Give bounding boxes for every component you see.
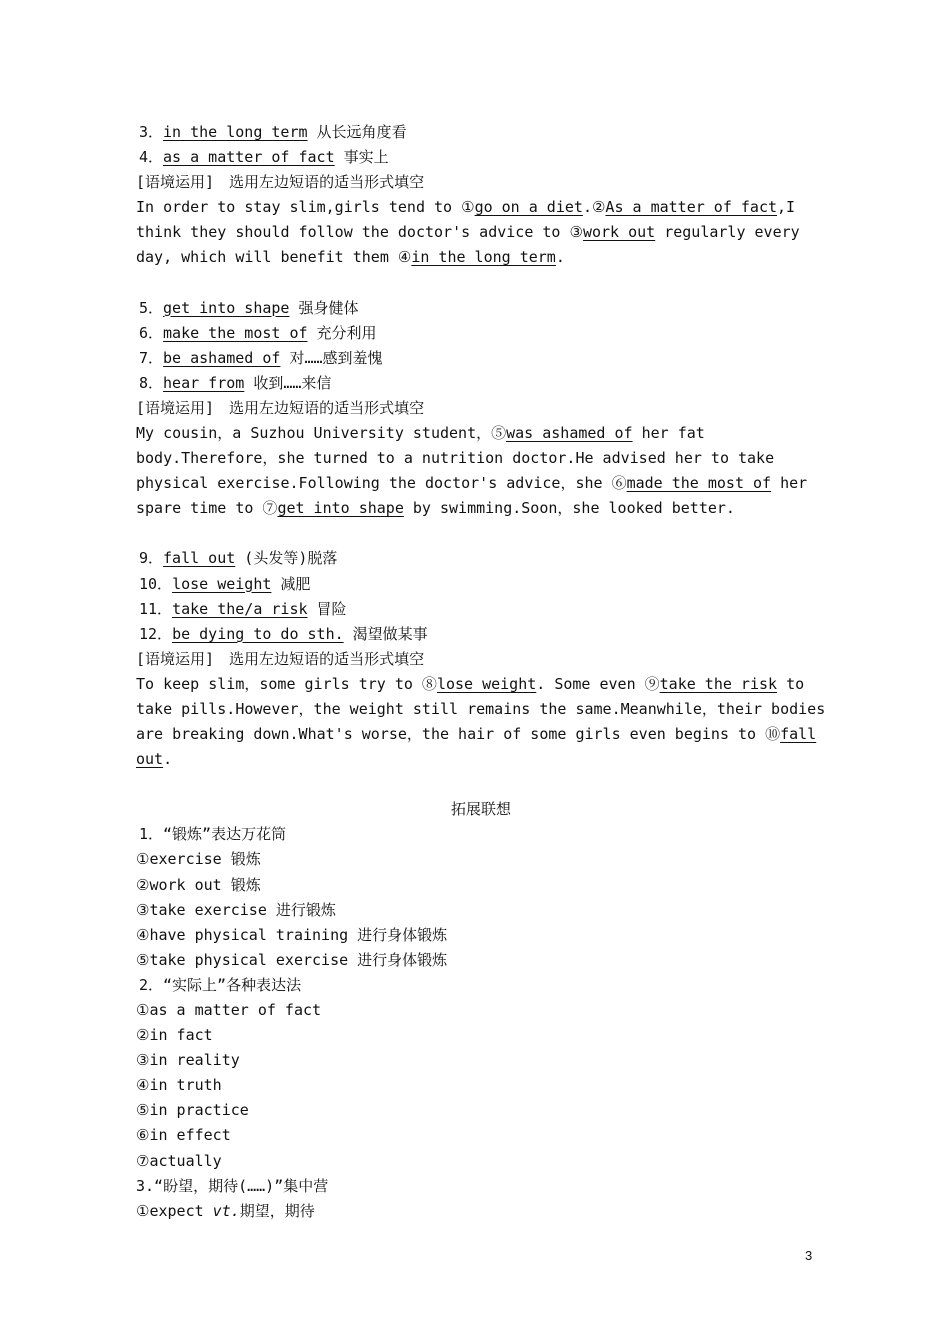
list-item: ②in fact	[136, 1026, 213, 1045]
passage-b-body: body.Therefore，she turned to a nutrition doctor.He advised her to take physical exercise.Following the doctor's advice，she ⑥made the most of her spare time to ⑦get into shape by swimming.Soon，she looked better.	[136, 449, 808, 518]
phrase-answer: fall out	[163, 549, 236, 568]
phrase-item: 4．as a matter of fact 事实上	[139, 148, 389, 167]
phrase-item: 3．in the long term 从长远角度看	[139, 123, 407, 141]
list-item: ①expect vt.期望，期待	[136, 1201, 315, 1220]
phrase-item: 6．make the most of 充分利用	[139, 323, 377, 342]
list-item: ⑤in practice	[136, 1101, 249, 1120]
phrase-answer: as a matter of fact	[163, 148, 335, 167]
passage-c: To keep slim，some girls try to ⑧lose weight. Some even ⑨take the risk to take pills.However，the weight still remains the same.Meanwhile，their bodies are breaking down.What's worse，the hair of some girls even begins to ⑩fall out.	[136, 674, 826, 769]
phrase-answer: in the long term	[163, 123, 308, 141]
blank-answer: lose weight	[436, 674, 537, 693]
phrase-item: 7．be ashamed of 对……感到羞愧	[139, 348, 383, 367]
context-label: [语境运用] 选用左边短语的适当形式填空	[136, 173, 425, 192]
spacer	[136, 521, 826, 546]
phrase-answer: hear from	[163, 373, 245, 392]
blank-answer: go on a diet	[474, 198, 583, 217]
list-item: ⑦actually	[136, 1151, 222, 1170]
spacer	[136, 772, 826, 797]
list-item: ④have physical training 进行身体锻炼	[136, 925, 448, 944]
group-title: 3.“盼望，期待(……)”集中营	[136, 1176, 329, 1195]
phrase-answer: be dying to do sth.	[172, 624, 344, 643]
part-of-speech: vt.	[212, 1201, 240, 1220]
page-number: 3	[805, 1248, 813, 1263]
phrase-item: 12．be dying to do sth. 渴望做某事	[139, 624, 428, 643]
blank-answer: work out	[582, 223, 656, 242]
list-item: ④in truth	[136, 1076, 222, 1095]
phrase-item: 5．get into shape 强身健体	[139, 298, 359, 317]
blank-answer: fall out	[136, 725, 817, 769]
blank-answer: get into shape	[277, 499, 404, 518]
phrase-answer: be ashamed of	[163, 348, 281, 367]
context-label: [语境运用] 选用左边短语的适当形式填空	[136, 398, 425, 417]
phrase-item: 9．fall out (头发等)脱落	[139, 549, 338, 568]
passage-b-line1: My cousin，a Suzhou University student，⑤was ashamed of her fat	[136, 424, 705, 443]
list-item: ③take exercise 进行锻炼	[136, 900, 336, 919]
phrase-answer: lose weight	[172, 574, 272, 593]
blank-answer: made the most of	[626, 474, 772, 493]
section-heading: 拓展联想	[450, 800, 511, 819]
context-label: [语境运用] 选用左边短语的适当形式填空	[136, 649, 425, 668]
list-item: ①as a matter of fact	[136, 1001, 322, 1019]
phrase-answer: make the most of	[163, 323, 308, 342]
passage-a: In order to stay slim,girls tend to ①go on a diet.②As a matter of fact,I think they should follow the doctor's advice to ③work out regularly every day, which will benefit them ④in the long term.	[136, 198, 800, 267]
phrase-answer: take the/a risk	[172, 599, 308, 618]
list-item: ⑥in effect	[136, 1126, 231, 1145]
phrase-item: 10．lose weight 减肥	[139, 574, 311, 593]
page-content	[136, 120, 826, 1224]
blank-answer: As a matter of fact	[605, 198, 778, 217]
list-item: ⑤take physical exercise 进行身体锻炼	[136, 950, 448, 969]
blank-answer: in the long term	[411, 248, 556, 267]
list-item: ②work out 锻炼	[136, 875, 261, 894]
phrase-item: 8．hear from 收到……来信	[139, 373, 332, 392]
blank-answer: take the risk	[659, 674, 778, 693]
spacer	[136, 271, 826, 296]
phrase-item: 11．take the/a risk 冒险	[139, 599, 347, 618]
group-title: 2．“实际上”各种表达法	[139, 975, 302, 994]
list-item: ①exercise 锻炼	[136, 850, 261, 869]
blank-answer: was ashamed of	[506, 424, 633, 443]
list-item: ③in reality	[136, 1051, 240, 1070]
phrase-answer: get into shape	[163, 298, 290, 317]
group-title: 1．“锻炼”表达万花筒	[139, 825, 287, 844]
